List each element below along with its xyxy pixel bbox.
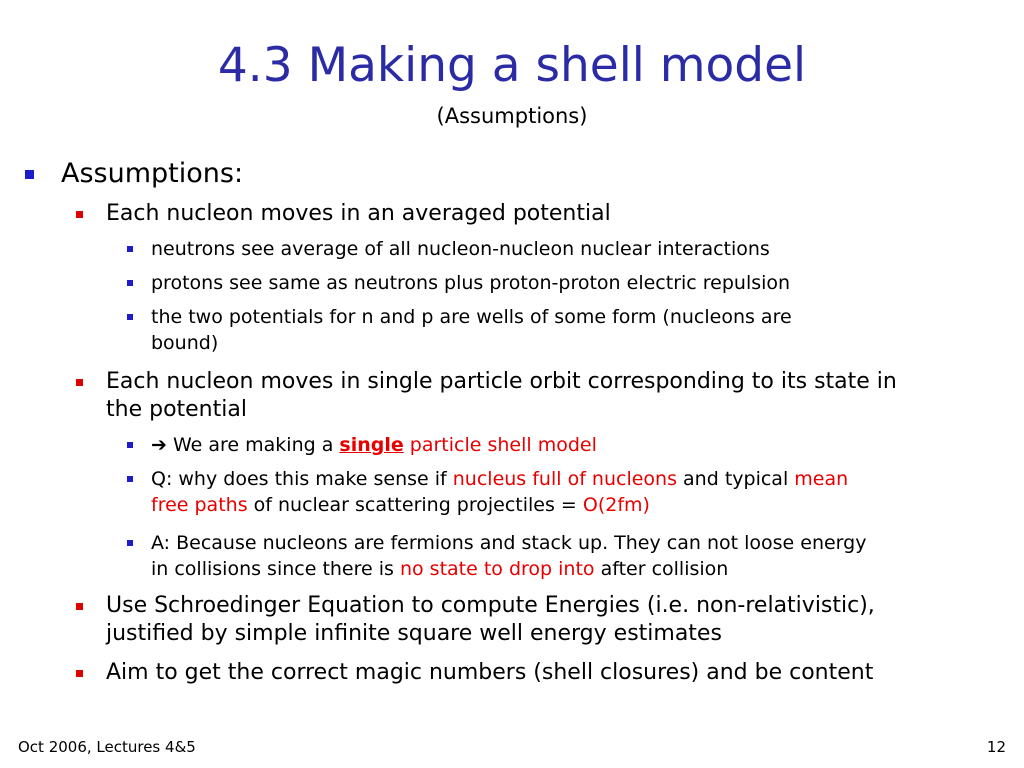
bullet-square-icon — [127, 246, 133, 252]
slide-title: 4.3 Making a shell model — [217, 38, 807, 93]
emphasis-text: O(2fm) — [582, 494, 650, 516]
bullet-text-line: the potential — [106, 397, 247, 422]
bullet-square-icon — [127, 280, 133, 286]
emphasis-text: mean — [794, 468, 849, 490]
bullet-text-line: justified by simple infinite square well energy estimates — [106, 621, 722, 646]
text-segment: and typical — [677, 468, 795, 490]
emphasis-text: nucleus full of nucleons — [452, 468, 677, 490]
emphasis-text: particle shell model — [403, 434, 597, 456]
bullet-wells — [151, 304, 792, 356]
bullet-orbit — [106, 368, 897, 424]
bullet-text — [151, 432, 597, 458]
text-segment: Q: why does this make sense if — [151, 468, 453, 490]
arrow-right-icon: ➔ — [151, 434, 167, 456]
bullet-square-icon — [76, 211, 83, 218]
bullet-text: Each nucleon moves in an averaged potential — [106, 201, 611, 226]
bullet-square-icon — [127, 314, 133, 320]
emphasis-text: free paths — [151, 494, 248, 516]
bullet-square-icon — [25, 170, 34, 179]
text-segment: in collisions since there is — [151, 558, 400, 580]
bullet-text: Aim to get the correct magic numbers (shell closures) and be content — [106, 660, 874, 685]
bullet-text-line: Each nucleon moves in single particle orbit corresponding to its state in — [106, 369, 897, 394]
emphasis-text: no state to drop into — [399, 558, 595, 580]
bullet-text-line: the two potentials for n and p are wells of some form (nucleons are — [151, 306, 792, 328]
bullet-assumptions — [61, 158, 243, 190]
bullet-square-icon — [76, 603, 83, 610]
bullet-text-line — [151, 556, 866, 582]
bullet-text-line: bound) — [151, 332, 219, 354]
bullet-square-icon — [127, 442, 133, 448]
bullet-magic-numbers — [106, 659, 873, 687]
footer-date: Oct 2006, Lectures 4&5 — [18, 738, 196, 756]
emphasis-single: single — [339, 434, 404, 456]
bullet-schroedinger — [106, 592, 875, 648]
bullet-single-particle — [151, 432, 597, 458]
slide-subtitle: (Assumptions) — [436, 104, 588, 128]
bullet-text-line — [151, 492, 848, 518]
bullet-text: protons see same as neutrons plus proton-proton electric repulsion — [151, 272, 791, 294]
bullet-averaged-potential — [106, 200, 611, 228]
text-segment: We are making a — [166, 434, 340, 456]
bullet-text: Assumptions: — [61, 158, 244, 189]
page-number: 12 — [986, 738, 1006, 756]
bullet-neutrons — [151, 236, 770, 262]
bullet-text: neutrons see average of all nucleon-nucleon nuclear interactions — [151, 238, 770, 260]
bullet-text-line — [151, 466, 848, 492]
bullet-question — [151, 466, 848, 518]
bullet-answer — [151, 530, 866, 582]
bullet-square-icon — [127, 540, 133, 546]
bullet-square-icon — [76, 379, 83, 386]
text-segment: of nuclear scattering projectiles = — [247, 494, 583, 516]
bullet-square-icon — [76, 670, 83, 677]
bullet-protons — [151, 270, 790, 296]
bullet-text-line: Use Schroedinger Equation to compute Energies (i.e. non-relativistic), — [106, 593, 875, 618]
bullet-square-icon — [127, 476, 133, 482]
bullet-text-line: A: Because nucleons are fermions and stack up. They can not loose energy — [151, 532, 867, 554]
text-segment: after collision — [594, 558, 729, 580]
